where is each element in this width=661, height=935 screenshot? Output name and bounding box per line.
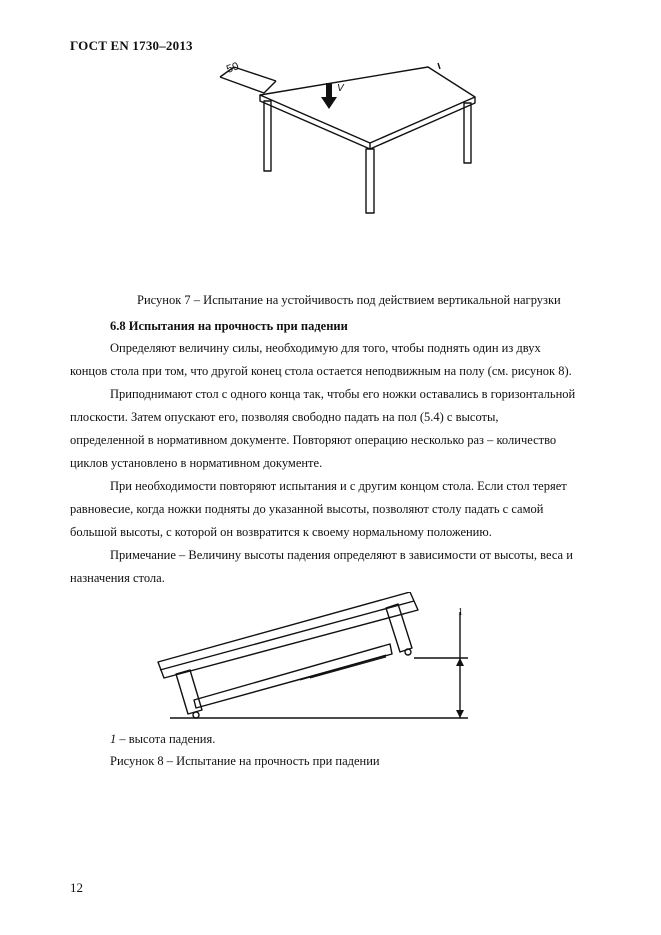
paragraph-line: Определяют величину силы, необходимую для того, чтобы поднять один из двух: [110, 341, 541, 355]
section-title: 6.8 Испытания на прочность при падении: [110, 319, 348, 333]
paragraph-line: плоскости. Затем опускают его, позволяя свободно падать на пол (5.4) с высоты,: [70, 410, 499, 424]
note-line: Примечание – Величину высоты падения определяют в зависимости от высоты, веса и: [110, 548, 573, 562]
paragraph-line: При необходимости повторяют испытания и с другим концом стола. Если стол теряет: [110, 479, 567, 493]
paragraph-line: Приподнимают стол с одного конца так, чтобы его ножки оставались в горизонтальной: [110, 387, 576, 401]
document-header: ГОСТ EN 1730–2013: [70, 38, 193, 53]
figure-8-legend: [110, 731, 215, 747]
legend-number: 1: [110, 732, 117, 746]
figure-7-caption: Рисунок 7 – Испытание на устойчивость под действием вертикальной нагрузки: [137, 293, 561, 307]
paragraph-line: циклов установлено в нормативном документе.: [70, 456, 323, 470]
dimension-label-50: 50: [224, 60, 241, 76]
figure-7-table-stability-diagram: [200, 55, 490, 220]
page-number: 12: [70, 880, 83, 895]
figure-8-drop-test-diagram: [150, 592, 480, 727]
paragraph-line: определенной в нормативном документе. Повторяют операцию несколько раз – количество: [70, 433, 557, 447]
note-line: назначения стола.: [70, 571, 165, 585]
legend-text: – высота падения.: [116, 732, 216, 746]
force-label-v: V: [337, 83, 344, 94]
paragraph-line: большой высоты, с которой он возвратится к своему нормальному положению.: [70, 525, 492, 539]
vertical-load-arrow: [321, 83, 337, 109]
paragraph-line: концов стола при том, что другой конец стола остается неподвижным на полу (см. рисунок 8).: [70, 364, 572, 378]
figure-8-caption: Рисунок 8 – Испытание на прочность при падении: [110, 754, 380, 768]
height-marker-label: 1: [458, 607, 463, 618]
paragraph-line: равновесие, когда ножки подняты до указанной высоты, позволяют столу падать с самой: [70, 502, 544, 516]
